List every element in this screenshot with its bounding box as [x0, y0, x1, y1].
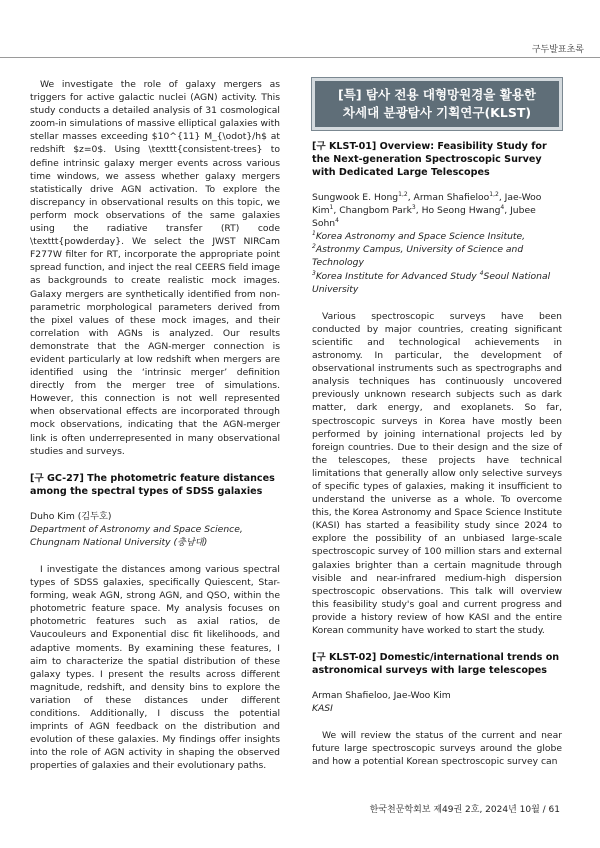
session-banner [312, 78, 562, 130]
affil-sup: 1 [312, 230, 316, 238]
left-column [30, 78, 280, 773]
talk-authors: Arman Shafieloo, Jae-Woo Kim [312, 690, 451, 702]
author-sup: 1,2 [398, 190, 408, 198]
talk-title-klst-01: [구 KLST-01] Overview: Feasibility Study for the Next-generation Spectroscopic Survey with Dedicated Large Telescopes [312, 141, 547, 178]
continued-abstract: We investigate the role of galaxy mergers as triggers for active galactic nuclei (AGN) activity. This study conducts a detailed analysis of 31 cosmological zoom-in simulations of massive elliptical galaxies with stellar masses exceeding $10^{11} M_{\odot}/h$ at redshift $z=0$. Using \texttt{consistent-trees} to define intrinsic galaxy merger events across various time windows, we assess whether galaxy mergers statistically drive AGN activation. To explore the discrepancy in observational results on this topic, we perform mock observations of the same galaxies using the radiative transfer (RT) code \texttt{powderday}. We select the JWST NIRCam F277W filter for RT, incorporate the appropriate point spread function, and inject the real CEERS field image as backgrounds to create realistic mock images. Galaxy mergers are synthetically identified from non-parametric morphological parameters derived from the pixel values of these mock images, and their correlation with AGNs is analyzed. Our results demonstrate that the AGN-merger connection is evident particularly at low redshift when mergers are identified using the ‘intrinsic merger’ definition directly from the merger tree of simulations. However, this connection is not well represented when observational effects are incorporated through mock observations, indicating that the AGN-merger link is often underrepresented in many observational studies and surveys. [30, 79, 280, 457]
talk-affiliation [312, 230, 562, 295]
page-footer: 한국천문학회보 제49권 2호, 2024년 10월 / 61 [369, 805, 560, 815]
header-rule [0, 57, 600, 58]
affiliation-line: Department of Astronomy and Space Science, [30, 523, 243, 535]
author-sup: 1 [329, 204, 334, 212]
talk-affiliation: KASI [312, 703, 333, 715]
author-name: Arman Shafieloo [413, 192, 490, 203]
author-name: Changbom Park [339, 205, 412, 217]
talk-authors: Sungwook E. Hong$^{1,2}$, Arman Shafieloo$^{1,2}$, Jae-Woo Kim$^1$, Changbom Park$^3$, Ho Seong Hwang$^4$, Jubee Sohn$^4$ [312, 190, 542, 230]
talk-authors: Duho Kim (김두호) [30, 510, 112, 522]
section-label: 구두발표초록 [531, 45, 584, 55]
affil-text: Korea Astronomy and Space Science Insitute, [315, 231, 526, 243]
talk-abstract: I investigate the distances among various spectral types of SDSS galaxies, specifically Quiescent, Star-forming, weak AGN, strong AGN, and QSO, within the photometric feature space. My analysis focuses on photometric features such as axial ratios, de Vaucouleurs and Exponential disc fit likelihoods, and adaptive moments. By examining these features, I aim to characterize the spatial distribution of these galaxy types. I present the results across different magnitude, redshift, and density bins to explore the variation of these distances under different conditions. Additionally, I discuss the potential imprints of AGN feedback on the distribution and evolution of these galaxies. My findings offer insights into the role of AGN activity in shaping the observed properties of galaxies and their evolutionary paths. [30, 564, 280, 772]
affil-sup: 3 [312, 269, 316, 277]
talk-title-klst-02: [구 KLST-02] Domestic/international trends on astronomical surveys with large telescopes [312, 652, 560, 677]
affil-sup: 4 [479, 269, 484, 277]
affiliation-line: Chungnam National University (충남대) [30, 536, 208, 548]
author-name: Sungwook E. Hong [312, 192, 399, 203]
affil-text: Seoul National University [312, 270, 551, 295]
banner-line: 차세대 분광탐사 기획연구(KLST) [342, 105, 532, 120]
affil-sup: 2 [312, 243, 316, 251]
author-sup: 3 [411, 204, 416, 212]
talk-abstract: Various spectroscopic surveys have been conducted by major countries, creating significant scientific and technological achievements in astronomy. In particular, the development of observational instruments such as spectrographs and analysis techniques has continuously uncovered previously unknown research subjects such as dark matter, dark energy, and exoplanets. So far, spectroscopic surveys in Korea have mostly been performed by joining international projects led by foreign countries. Due to their design and the size of the telescopes, these projects have technical limitations that generally allow only selective surveys of specific types of galaxies, making it insufficient to understand the universe as a whole. To overcome this, the Korea Astronomy and Space Science Institute (KASI) has started a feasibility study since 2024 to explore the possibility of an unbiased large-scale spectroscopic survey of 100 million stars and external galaxies brighter than a certain magnitude through visible and near-infrared medium-high dispersion spectroscopic observations. This talk will overview this feasibility study's goal and current progress and provide a history review of how KASI and the entire Korean community have worked to start the study. [312, 310, 563, 636]
author-sup: 4 [500, 204, 505, 212]
affil-text: Korea Institute for Advanced Study [315, 270, 480, 282]
author-name: Jubee Sohn [312, 205, 536, 230]
talk-title-gc-27: [구 GC-27] The photometric feature distances among the spectral types of SDSS galaxies [30, 472, 275, 497]
talk-abstract: We will review the status of the current and near future large spectroscopic surveys around the globe and how a potential Korean spectroscopic survey can [312, 730, 562, 768]
talk-affiliation [30, 523, 280, 549]
author-name: Jae-Woo Kim [312, 192, 542, 217]
author-name: Ho Seong Hwang [421, 205, 501, 217]
banner-line: [특] 탐사 전용 대형망원경을 활용한 [338, 87, 536, 102]
author-sup: 4 [335, 217, 339, 225]
right-column [312, 78, 562, 769]
affil-text: Astronmy Campus, University of Science and Technology [312, 244, 524, 269]
author-sup: 1,2 [489, 190, 499, 198]
